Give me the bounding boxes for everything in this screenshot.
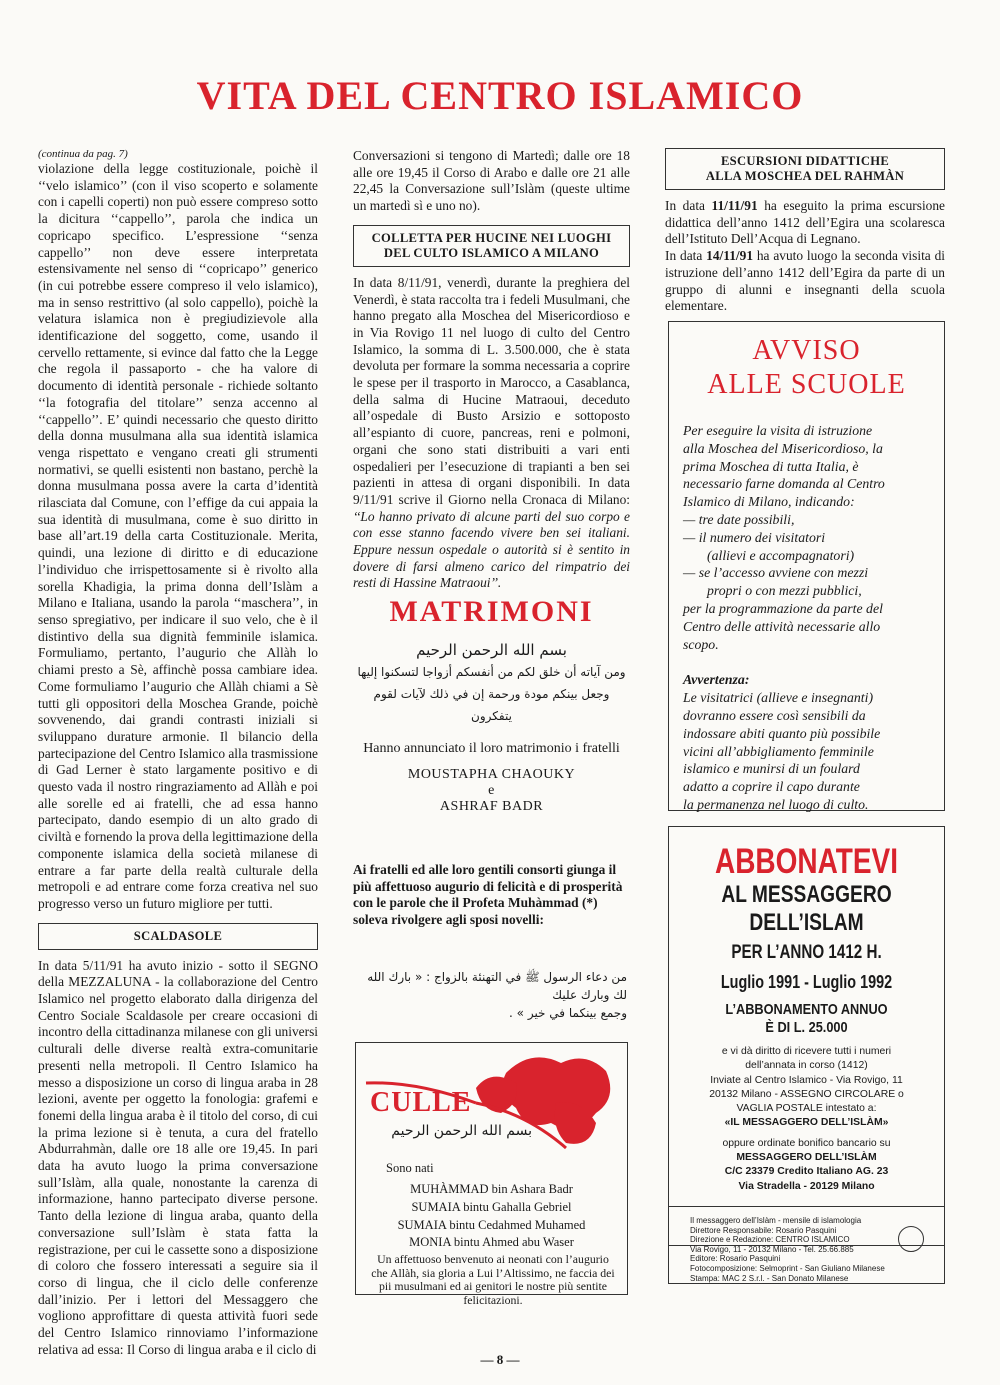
- line: Centro delle attività necessarie allo: [683, 618, 881, 634]
- line: alla Moschea del Misericordioso, la: [683, 440, 883, 456]
- avviso-body: [683, 422, 938, 814]
- scaldasole-text: In data 5/11/91 ha avuto inizio - sotto il SEGNO della MEZZALUNA - la collaborazione del Centro Islamico nel progetto elaborato dalla dirigenza del Centro Sociale Scaldasole per creare occasioni di incontro della cittadinanza milanese con gli universi culturali delle diverse realtà extra-comunitarie presenti nella metropoli. Il Centro Islamico ha messo a disposizione un corso di lingua araba in 28 lezioni, avente per oggetto la fonologia: grafemi e fonemi della lingua araba è il titolo del corso, di cui la prima lezione si è tenuta, a cura del fratello Abdurrahmàn, dalle ore 18 alle ore 19,45. In pari data ha avuto luogo la prima conversazione sull’Islàm, alla quale, nonostante la carenza di informazione, hanno partecipato diverse persone. Tanto della lezione di lingua araba, quanto della conversazione sull’Islàm è stata fatta la registrazione, per cui le cassette sono a disposizione di coloro che fossero interessati a seguire sia il corso di lingua, che il ciclo delle conferenze dall’inizio. Per i lettori del Messaggero che vogliono approfittare di questa attività fuori sede del Centro Islamico rinnoviamo l’informazione relativa ad essa: Il Corso di lingua araba e il ciclo di: [38, 957, 318, 1357]
- detail-line: e vi dà diritto di ricevere tutti i numeri: [721, 1046, 892, 1057]
- heading-line: ESCURSIONI DIDATTICHE: [720, 154, 890, 168]
- line: (allievi e accompagnatori): [707, 547, 855, 563]
- column-left: [38, 148, 318, 1359]
- subscription-year: PER L’ANNO 1412 H.: [731, 942, 882, 963]
- page-number: — 8 —: [480, 1352, 520, 1367]
- subscription-price-label: L’ABBONAMENTO ANNUO: [725, 1001, 888, 1018]
- culle-intro: Sono nati: [386, 1161, 434, 1175]
- detail-line: VAGLIA POSTALE intestato a:: [736, 1103, 877, 1115]
- colophon-line: Via Rovigo, 11 - 20132 Milano - Tel. 25.66.885: [690, 1244, 854, 1254]
- section-heading-escursioni: [665, 148, 945, 190]
- colophon-line: Fotocomposizione: Selmoprint - San Giuliano Milanese: [690, 1263, 885, 1273]
- list-item: SUMAIA bintu Cedahmed Muhamed: [397, 1217, 586, 1232]
- date: 11/11/91: [711, 198, 758, 213]
- avviso-box: [668, 321, 945, 811]
- title-line: AVVISO: [752, 335, 861, 366]
- line: Islamico di Milano, indicando:: [683, 494, 855, 510]
- line: per la programmazione da parte del: [683, 600, 883, 616]
- culle-box: [355, 1042, 628, 1307]
- arabic-line: ومن آياته أن خلق لكم من أنفسكم أزواجا لتسكنوا إليها: [357, 665, 626, 679]
- subscription-headline: ABBONATEVI: [714, 842, 899, 881]
- subscription-line: DELL’ISLAM: [749, 909, 864, 936]
- subscription-price: È DI L. 25.000: [765, 1019, 848, 1036]
- line: adatto a coprire il capo durante: [683, 779, 860, 795]
- line: — se l’accesso avviene con mezzi: [683, 565, 869, 581]
- culle-welcome: Un affettuoso benvenuto ai neonati con l’augurio che Allàh, sia gloria a Lui l’Altissimo, ne faccia dei pii musulmani ed ai genitori le nostre più sentite felicitazioni.: [371, 1252, 615, 1307]
- subscription-detail: [669, 1045, 944, 1194]
- line: prima Moschea di tutta Italia, è: [683, 458, 859, 474]
- conjunction: e: [488, 783, 495, 798]
- detail-line: Via Stradella - 20129 Milano: [738, 1180, 875, 1192]
- column-middle: [353, 148, 630, 592]
- detail-line: C/C 23379 Credito Italiano AG. 23: [724, 1166, 889, 1178]
- detail-line: dell’annata in corso (1412): [745, 1060, 868, 1072]
- arabic-line: من دعاء الرسول ﷺ في التهنئة بالزواج : « بارك الله لك وبارك عليك: [367, 970, 627, 1002]
- heading-line: ALLA MOSCHEA DEL RAHMÀN: [705, 169, 905, 183]
- subscription-period: Luglio 1991 - Luglio 1992: [720, 972, 893, 992]
- line: Per eseguire la visita di istruzione: [683, 423, 873, 438]
- culle-arabic: بسم الله الرحمن الرحيم: [391, 1123, 532, 1139]
- detail-line: «IL MESSAGGERO DELL’ISLÀM»: [724, 1117, 889, 1129]
- list-item: MONIA bintu Ahmed abu Waser: [409, 1235, 574, 1250]
- colophon-line: Stampa: MAC 2 S.r.l. - San Donato Milanese: [690, 1273, 849, 1283]
- publisher-logo-icon: [898, 1226, 924, 1252]
- line: scopo.: [683, 636, 719, 652]
- line: propri o con mezzi pubblici,: [707, 583, 862, 599]
- groom-name: MOUSTAPHA CHAOUKY: [407, 767, 576, 782]
- colletta-body: In data 8/11/91, venerdì, durante la preghiera del Venerdì, è stata raccolta tra i fedeli Musulmani, che hanno pregato alla Moschea del Misericordioso e in Via Rovigo 11 nel luogo di culto del Centro Islamico, la somma di L. 3.500.000, che è stata devoluta per formare la somma necessaria a coprire le spese per il trasporto in Marocco, a Casablanca, della salma di Hucine Matraoui, deceduto all’ospedale di Busto Arsizio e sottoposto all’espianto di cuore, pancreas, reni e polmoni, organi che sono stati distribuiti a vari enti ospedalieri per l’esecuzione di trapianti a ben sei pazienti in attesa di organi disponibili. In data 9/11/91 scrive il Giorno nella Cronaca di Milano:: [353, 274, 630, 507]
- section-heading-scaldasole: SCALDASOLE: [38, 923, 318, 950]
- detail-line: Inviate al Centro Islamico - Via Rovigo, 11: [710, 1074, 903, 1086]
- line: indossare abiti quanto più possibile: [683, 725, 881, 741]
- section-heading-colletta: COLLETTA PER HUCINE NEI LUOGHI DEL CULTO ISLAMICO A MILANO: [353, 225, 630, 267]
- colletta-text: [353, 275, 630, 592]
- line: la permanenza nel luogo di culto.: [683, 796, 869, 812]
- line: vicini all’abbigliamento femminile: [683, 743, 874, 759]
- arabic-line: وجمع بينكما في خير » .: [509, 1006, 627, 1020]
- colophon: [690, 1216, 930, 1283]
- culle-title: CULLE: [370, 1087, 472, 1118]
- escursioni-text-2: [665, 248, 945, 315]
- matrimoni-announce: Hanno annunciato il loro matrimonio i fratelli: [363, 741, 620, 756]
- list-item: SUMAIA bintu Gahalla Gebriel: [411, 1199, 572, 1214]
- matrimoni-title: MATRIMONI: [389, 595, 594, 628]
- page-title: VITA DEL CENTRO ISLAMICO: [196, 73, 804, 118]
- continued-note: (continua da pag. 7): [38, 148, 128, 160]
- colophon-line: Direttore Responsabile: Rosario Pasquini: [690, 1225, 837, 1235]
- title-line: ALLE SCUOLE: [707, 369, 906, 400]
- column-right: [665, 148, 945, 315]
- line: necessario farne domanda al Centro: [683, 476, 885, 492]
- matrimoni-names: [353, 767, 630, 815]
- detail-line: MESSAGGERO DELL’ISLÀM: [736, 1152, 877, 1164]
- colophon-line: Direzione e Redazione: CENTRO ISLAMICO: [690, 1235, 850, 1245]
- line: dovranno essere così sensibili da: [683, 707, 866, 723]
- colophon-line: Editore: Rosario Pasquini: [690, 1254, 781, 1264]
- article-text: violazione della legge costituzionale, poichè il ‘‘velo islamico’’ (con il viso scoperto e solamente con i capelli coperti) non può essere compreso sotto la dicitura ‘‘cappello’’, parola che indica un copricapo specifico. L’espressione ‘‘senza cappello’’ non deve essere interpretata estensivamente nel senso di ‘‘copricapo’’ generico (in cui potrebbe essere compreso il velo islamico), ma in senso restrittivo (al solo cappello), poichè la velatura islamica non è pregiudizievole alla identificazione del soggetto, come, usando il cervello rettamente, si evince dal fatto che la Legge che regola il passaporto - che ha valore di documento di identità personale - richiede soltanto ‘‘la fotografia del titolare’’ senza accenno al ‘‘cappello’’. E’ quindi necessario che questo diritto della donna musulmana alla sua identità islamica venga rispettato e vengano creati gli strumenti normativi, se quelli esistenti non bastano, perchè la donna musulmana possa avere la carta d’identità rilasciata dal Comune, con l’effige da cui appaia la sua identità di musulmana, come è suo diritto in base all’art.19 della carta Costituzionale. Merita, quindi, una lezione di diritto e di educazione l’individuo che irrispettosamente si è rivolto alla sorella Khadigia, la prima donna dell’Islàm a Milano e Italiana, usando la parola ‘‘maschera’’, in senso spregiativo, per indicare il suo velo, che è il distintivo della sua dignità femminile islamica. Formuliamo, pertanto, l’augurio che Allàh lo chiami presto a Sè, affinchè possa cambiare idea. Come formuliamo l’augurio che Allàh chiami a Sè tutti gli oppositori della Moschea Grande, poichè sovvenendo, dai grandi contrasti iniziali si sviluppano durature armonie. Il bilancio della partecipazione del Centro Islamico alla trasmissione di Gad Lerner è stato largamente positivo e di questo vada il nostro ringraziamento ad Allàh e poi alle sorelle ed ai fratelli, che ad essa hanno partecipato, dando esempio di un alto grado di civiltà e fornendo la prova della legittimazione della componente islamica della società milanese di entrare a far parte della realtà culturale della metropoli e ad entrare come forza creativa nel suo progresso verso un futuro migliore per tutti.: [38, 161, 318, 911]
- warning-title: Avvertenza:: [683, 672, 750, 688]
- matrimoni-arabic-verse: [353, 639, 630, 727]
- newborn-list: [356, 1181, 627, 1252]
- matrimoni-augurio: Ai fratelli ed alle loro gentili consorti giunga il più affettuoso augurio di felicità e di prosperità con le parole che il Profeta Muhàmmad (*) soleva rivolgere agli sposi novelli:: [353, 862, 623, 927]
- colophon-line: Il messaggero dell’Islàm - mensile di islamologia: [690, 1216, 862, 1225]
- avviso-title: [669, 334, 944, 402]
- text-span: ha eseguito la prima escursione didattica dell’anno 1412 dell’Egira una scolaresca dell’Istituto Dell’Acqua di Legnano.: [665, 198, 946, 247]
- line: islamico e munirsi di un foulard: [683, 761, 860, 777]
- conversazioni-text: Conversazioni si tengono di Martedì; dalle ore 18 alle ore 19,45 il Corso di Arabo e dalle ore 21 alle 22,45 la Conversazione sull’Islàm (queste ultime un martedì sì e uno no).: [353, 148, 630, 214]
- subscription-box: [668, 826, 945, 1246]
- bride-name: ASHRAF BADR: [439, 799, 544, 814]
- arabic-line: بسم الله الرحمن الرحيم: [416, 641, 567, 659]
- colletta-quote: ‘‘Lo hanno privato di alcune parti del suo corpo e con esse stanno facendo vivere ben sei italiani. Eppure nessun ospedale o autorità si è sentito in dovere di farsi almeno carico del rimpatrio dei resti di Hassine Matraoui’’.: [353, 508, 630, 591]
- line: — il numero dei visitatori: [683, 529, 826, 545]
- detail-line: 20132 Milano - ASSEGNO CIRCOLARE o: [709, 1088, 904, 1100]
- line: — tre date possibili,: [683, 511, 795, 527]
- matrimoni-section: [353, 595, 630, 815]
- arabic-line: وجعل بينكم مودة ورحمة إن في ذلك لآيات لقوم يتفكرون: [373, 687, 610, 723]
- text-span: ha avuto luogo la seconda visita di istruzione dell’anno 1412 dell’Egira da parte di un gruppo di alunni e insegnanti della scuola elementare.: [665, 248, 945, 314]
- list-item: MUHÀMMAD bin Ashara Badr: [410, 1182, 573, 1196]
- text-span: In data: [665, 248, 707, 264]
- date: 14/11/91: [706, 248, 754, 264]
- escursioni-text-1: [665, 198, 945, 248]
- line: Le visitatrici (allieve e insegnanti): [683, 690, 874, 706]
- prophet-saying-arabic: [355, 968, 627, 1022]
- text-span: In data: [665, 198, 712, 213]
- detail-line: oppure ordinate bonifico bancario su: [722, 1137, 891, 1149]
- subscription-line: AL MESSAGGERO: [721, 881, 892, 908]
